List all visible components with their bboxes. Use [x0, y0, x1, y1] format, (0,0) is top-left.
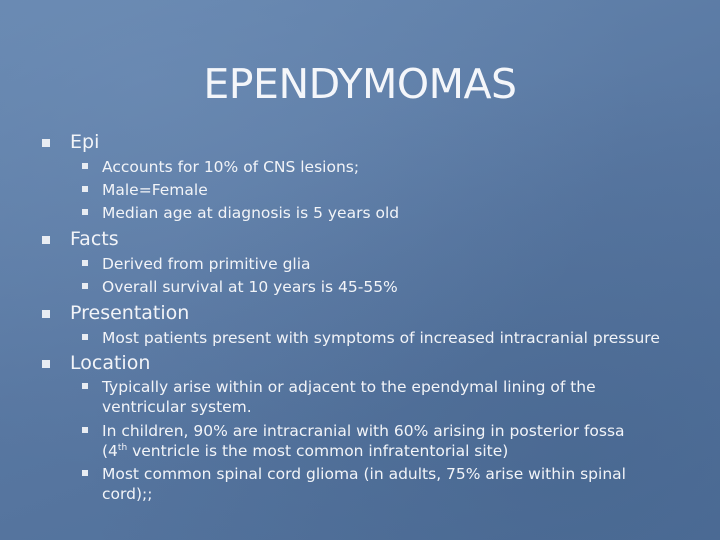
square-bullet-icon [82, 470, 88, 476]
square-bullet-icon [82, 260, 88, 266]
list-item-text: Male=Female [102, 181, 208, 199]
square-bullet-icon [82, 209, 88, 215]
square-bullet-icon [42, 139, 50, 147]
square-bullet-icon [42, 360, 50, 368]
list-item-text: Overall survival at 10 years is 45-55% [102, 278, 398, 296]
list-item-text: Typically arise within or adjacent to the ependymal lining of the ventricular system. [102, 378, 596, 416]
square-bullet-icon [82, 334, 88, 340]
list-item-text-part: In children, 90% are intracranial with 60% arising in posterior fossa (4 [102, 422, 625, 460]
section-heading: Location [70, 352, 151, 374]
list-item-text: Accounts for 10% of CNS lesions; [102, 158, 360, 176]
square-bullet-icon [82, 283, 88, 289]
square-bullet-icon [42, 310, 50, 318]
square-bullet-icon [82, 163, 88, 169]
square-bullet-icon [82, 383, 88, 389]
slide-title: EPENDYMOMAS [203, 60, 517, 108]
list-item-text: Most patients present with symptoms of increased intracranial pressure [102, 329, 660, 347]
list-item-text: Median age at diagnosis is 5 years old [102, 204, 400, 222]
list-item-text: Derived from primitive glia [102, 255, 311, 273]
section-heading: Facts [70, 228, 119, 250]
superscript: th [117, 442, 128, 453]
list-item-text: Most common spinal cord glioma (in adults, 75% arise within spinal cord);; [102, 465, 626, 503]
section-heading: Epi [70, 131, 100, 153]
square-bullet-icon [82, 427, 88, 433]
list-item-text-part: ventricle is the most common infratentorial site) [127, 442, 509, 460]
square-bullet-icon [82, 186, 88, 192]
list-item-text [102, 421, 647, 461]
section-heading: Presentation [70, 302, 190, 324]
square-bullet-icon [42, 236, 50, 244]
